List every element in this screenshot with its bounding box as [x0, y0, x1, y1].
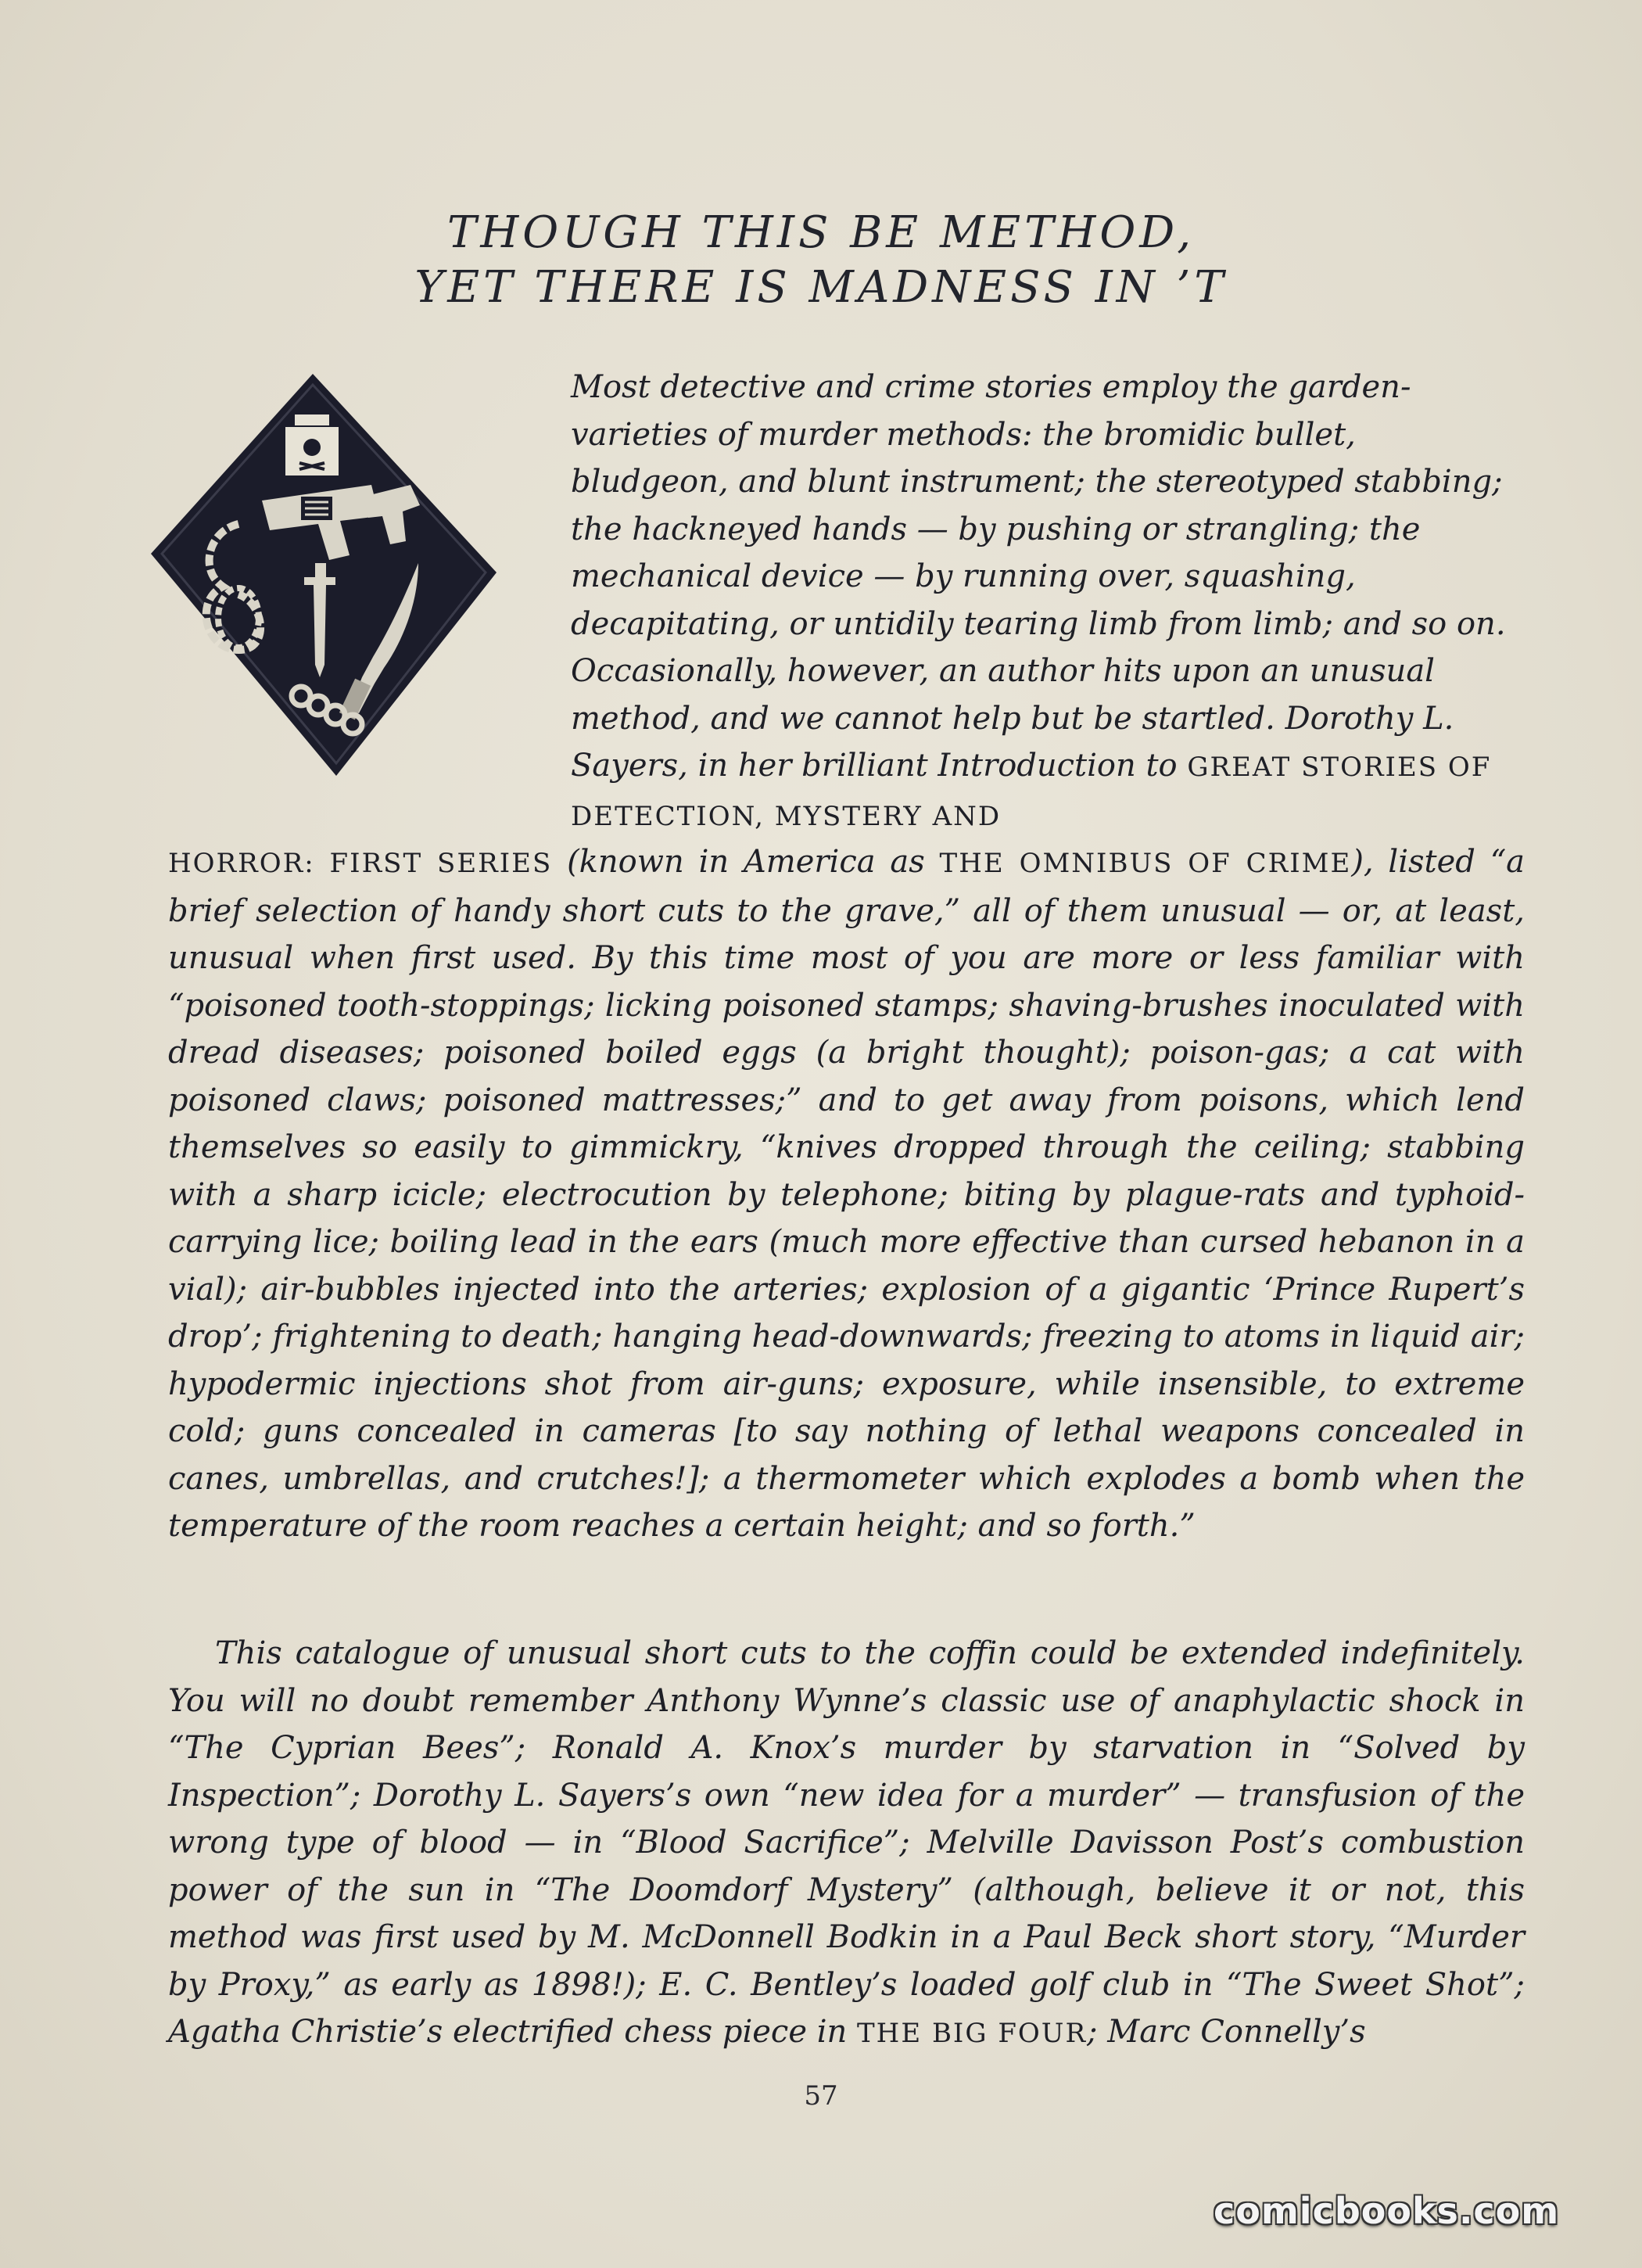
- watermark-logo: comicbooks.com: [1214, 2190, 1560, 2232]
- title-line-1: THOUGH THIS BE METHOD,: [447, 207, 1195, 258]
- body-paragraph-2: [168, 1630, 1525, 2058]
- book-title-horror-first-series: HORROR: FIRST SERIES: [168, 848, 553, 879]
- body2-text-a: This catalogue of unusual short cuts to the coffin could be extended indefinitely. You will no doubt remember Anthony Wynne’s classic use of anaphylactic shock in “The Cyprian Bees”; Ronald A. Knox’s murder by starvation in “Solved by Inspection”; Dorothy L. Sayers’s own “new idea for a murder” — transfusion of the wrong type of blood — in “Blood Sacrifice”; Melville Davisson Post’s combustion power of the sun in “The Doomdorf Mystery” (although, believe it or not, this method was first used by M. McDonnell Bodkin in a Paul Beck short story, “Murder by Proxy,” as early as 1898!); E. C. Bentley’s loaded golf club in “The Sweet Shot”; Agatha Christie’s electrified chess piece in: [168, 1635, 1525, 2050]
- book-title-omnibus-of-crime: THE OMNIBUS OF CRIME: [939, 848, 1352, 879]
- page-number: 57: [804, 2080, 838, 2112]
- body1-text-a: (known in America as: [552, 844, 940, 880]
- body1-text-b: ), listed “a brief selection of handy short cuts to the grave,” all of them unusual — or, at least, unusual when first used. By this time most of you are more or less familiar with “poisoned tooth-stoppings; licking poisoned stamps; shaving-brushes inoculated with dread diseases; poisoned boiled eggs (a bright thought); poison-gas; a cat with poisoned claws; poisoned mattresses;” and to get away from poisons, which lend themselves so easily to gimmickry, “knives dropped through the ceiling; stabbing with a sharp icicle; electrocution by telephone; biting by plague-rats and typhoid-carrying lice; boiling lead in the ears (much more effective than cursed hebanon in a vial); air-bubbles injected into the arteries; explosion of a gigantic ‘Prince Rupert’s drop’; frightening to death; hanging head-downwards; freezing to atoms in liquid air; hypodermic injections shot from air-guns; exposure, while insensible, to extreme cold; guns concealed in cameras [to say nothing of lethal weapons concealed in canes, umbrellas, and crutches!]; a thermometer which explodes a bomb when the temperature of the room reaches a certain height; and so forth.”: [168, 844, 1525, 1544]
- book-title-great-stories: GREAT STORIES OF DETECTION, MYSTERY AND: [571, 752, 1492, 832]
- intro-text: Most detective and crime stories employ the garden-varieties of murder methods: the bromidic bullet, bludgeon, and blunt instrument; the stereotyped stabbing; the hackneyed hands — by pushing or strangling; the mechanical device — by running over, squashing, decapitating, or untidily tearing limb from limb; and so on. Occasionally, however, an author hits upon an unusual method, and we cannot help but be startled. Dorothy L. Sayers, in her brilliant Introduction to: [571, 369, 1506, 784]
- book-title-big-four: THE BIG FOUR: [856, 2018, 1088, 2049]
- title-line-2: YET THERE IS MADNESS IN ’T: [414, 262, 1228, 313]
- intro-paragraph: [571, 364, 1521, 840]
- body2-text-b: ; Marc Connelly’s: [1087, 2014, 1366, 2050]
- body-paragraph-1: [168, 838, 1525, 1550]
- crime-weapons-diamond-icon: [145, 368, 504, 782]
